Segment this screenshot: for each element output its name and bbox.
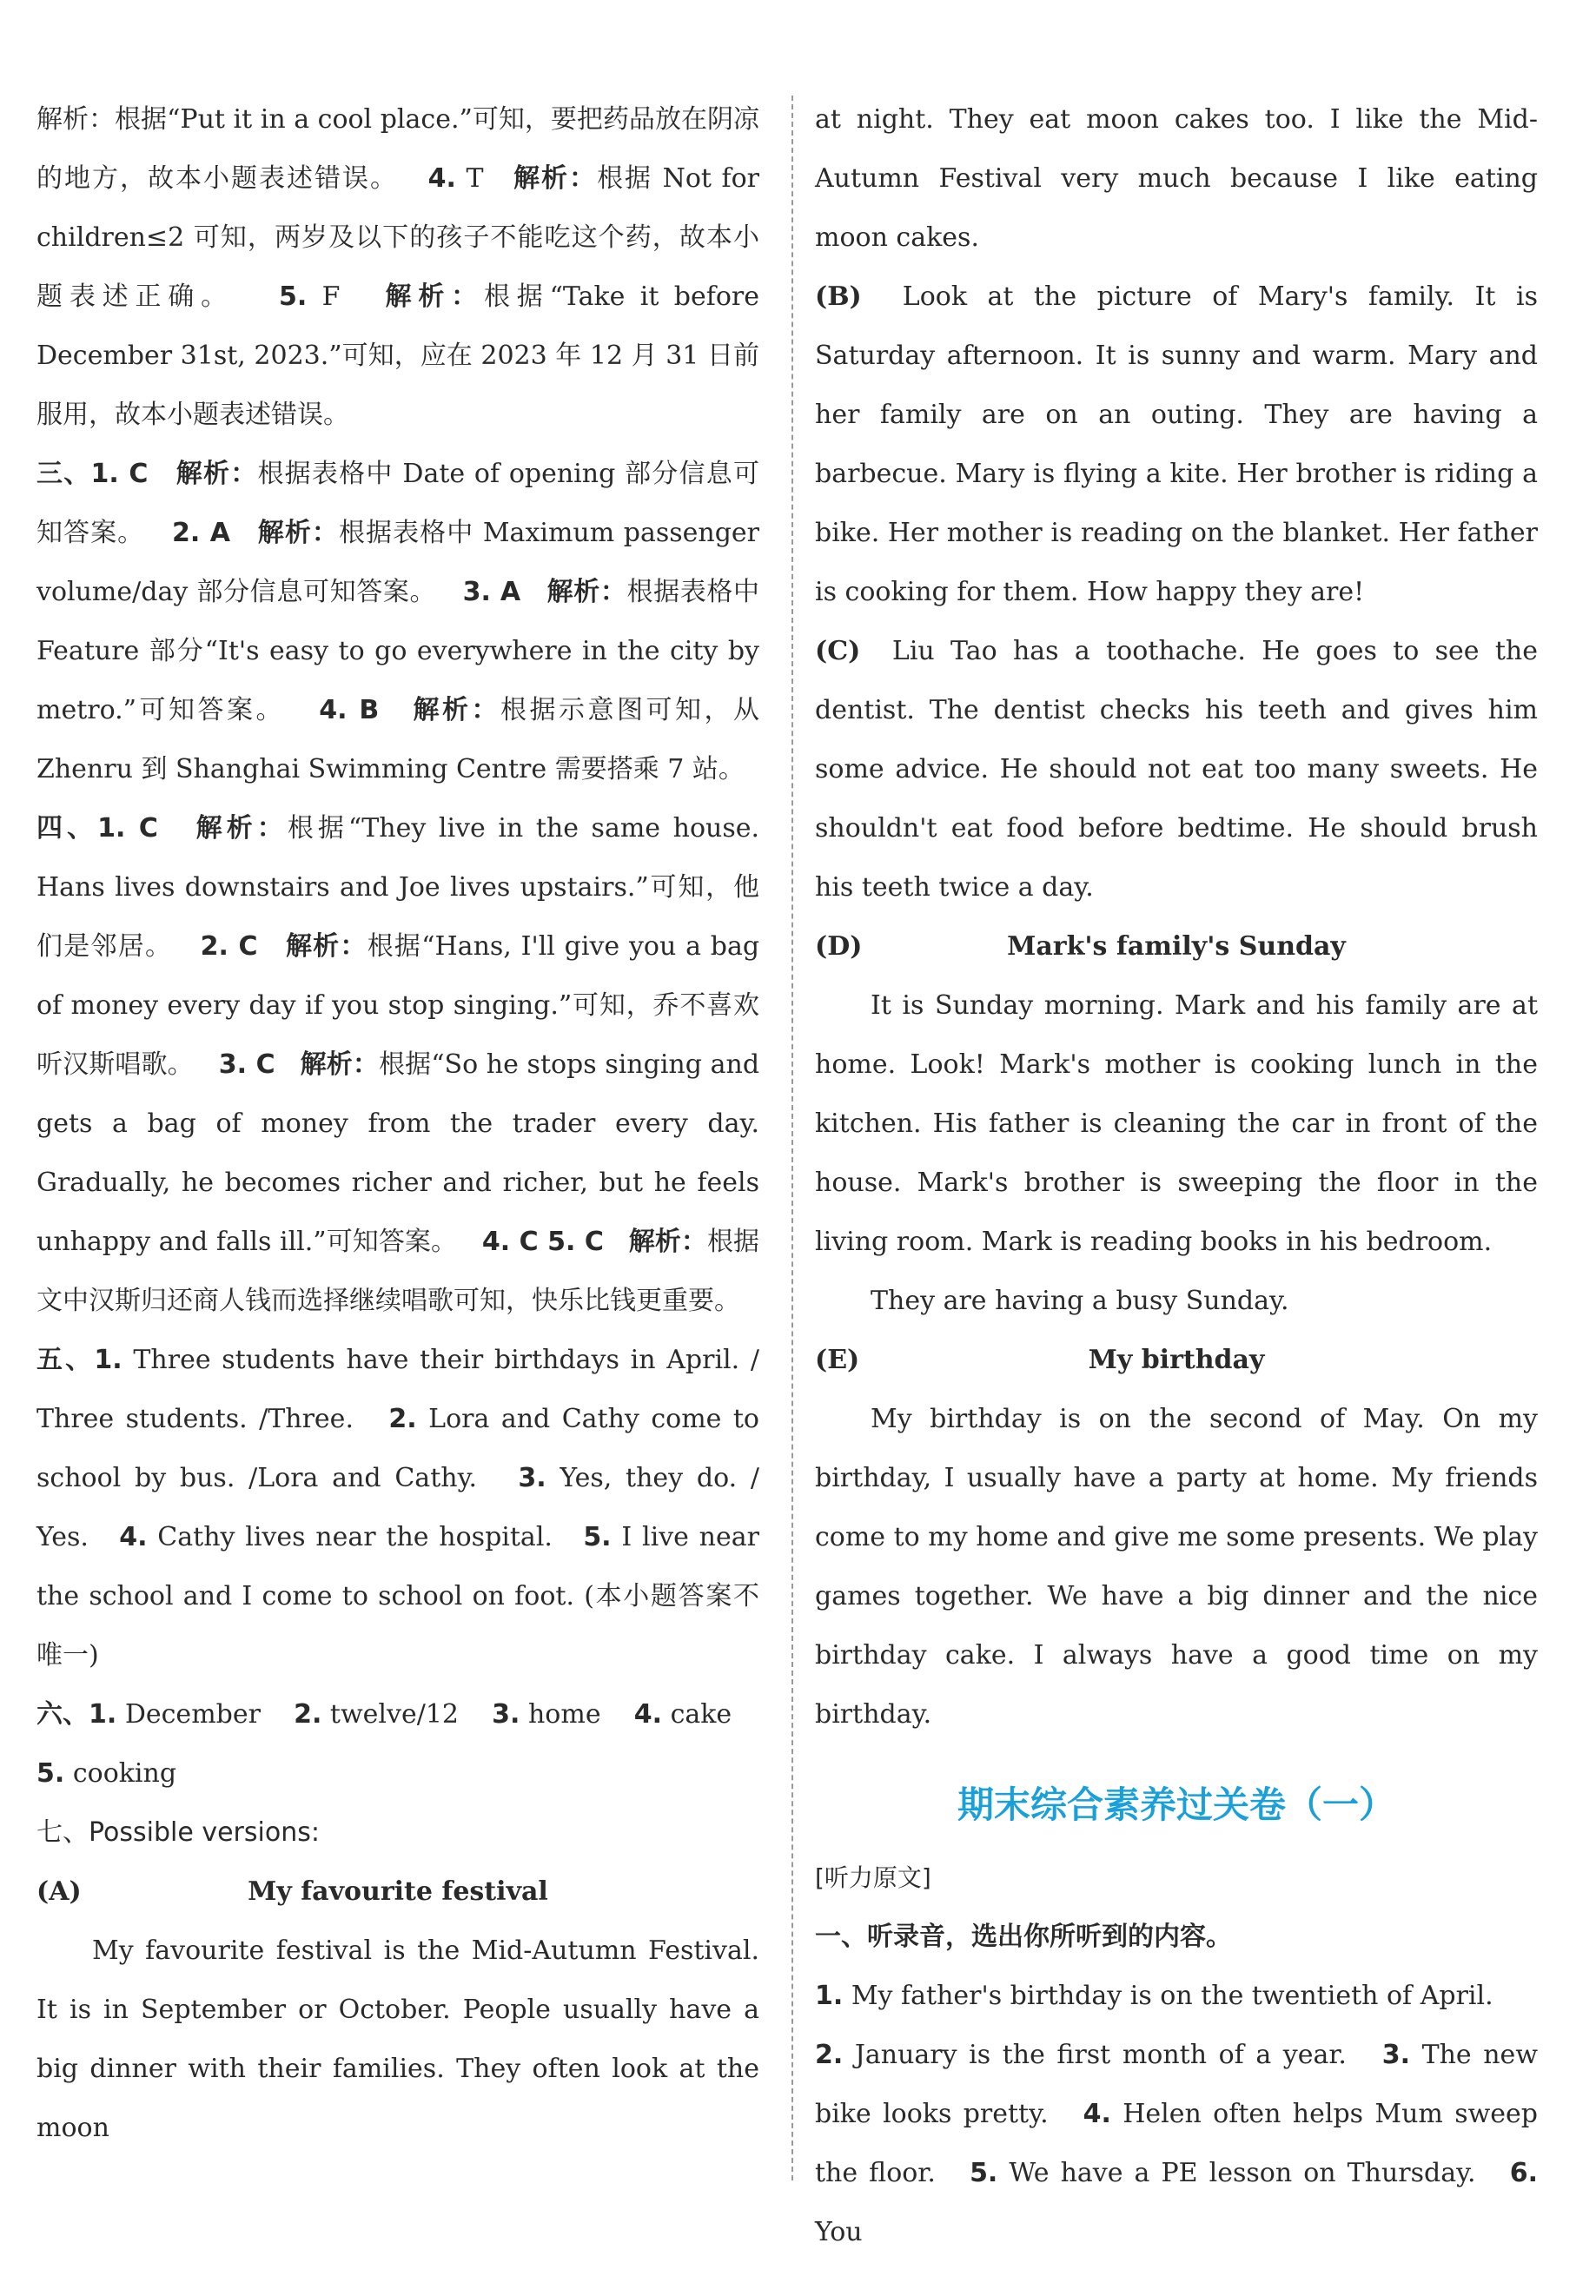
s4-q45-text: 根据文中汉斯归还商人钱而选择继续唱歌可知，快乐比钱更重要。 (36, 1227, 760, 1316)
s5-q1-text: Three students have their birthdays in April. / Three students. /Three. (36, 1345, 760, 1434)
s4-q3: 3. C (218, 1049, 275, 1080)
section-5-prefix: 五、 (36, 1345, 95, 1375)
passage-b-text: Look at the picture of Mary's family. It is Saturday afternoon. It is sunny and warm. Mary and her family are on an outing. They are having a barbecue. Mary is flying a kite. Her brother is riding a bike. Her mother is reading on the blanket. Her father is cooking for them. How happy they are! (815, 281, 1538, 607)
s4-q1-text: 根据“They live in the same house. Hans lives downstairs and Joe lives upstairs.”可知，他们是邻居。 (36, 813, 760, 962)
l-q2: 2. (815, 2040, 844, 2070)
s5-q3-text: Yes, they do. / Yes. (36, 1463, 759, 1552)
passage-d-text-1: It is Sunday morning. Mark and his family are at home. Look! Mark's mother is cooking lunch in the kitchen. His father is cleaning the car in front of the house. Mark's brother is sweeping the floor in the living room. Mark is reading books in his bedroom. (815, 990, 1538, 1257)
passage-a-text: My favourite festival is the Mid-Autumn Festival. It is in September or October. People usually have a big dinner with their families. They often look at the moon (36, 1935, 759, 2143)
l-t2: January is the first month of a year. (854, 2040, 1347, 2070)
s4-q45-label: 解析： (628, 1227, 707, 1257)
s6-q2: 2. (294, 1699, 322, 1730)
section-7-heading: 七、Possible versions: (36, 1817, 320, 1848)
s5-q3: 3. (518, 1463, 546, 1493)
passage-d-title: Mark's family's Sunday (1007, 931, 1346, 962)
passage-b-label: (B) (815, 281, 862, 312)
s5-q5: 5. (583, 1522, 612, 1552)
l-t3: The new bike looks pretty. (815, 2040, 1538, 2129)
q4-answer: T (466, 163, 484, 194)
s6-a1: December (124, 1699, 261, 1730)
section-4-prefix: 四、 (36, 813, 98, 844)
s5-q4: 4. (119, 1522, 148, 1552)
s4-q1-label: 解析： (195, 813, 288, 844)
l-t4: Helen often helps Mum sweep the floor. (815, 2099, 1538, 2188)
s3-q4: 4. B (319, 695, 380, 725)
s4-q3-text: 根据“So he stops singing and gets a bag of money from the trader every day. Gradually, he becomes richer and richer, but he feels unhappy and falls ill.”可知答案。 (36, 1049, 760, 1257)
right-column (815, 90, 1538, 2262)
paragraph-q3-q5 (36, 90, 759, 445)
s6-a3: home (527, 1699, 601, 1730)
q5-label: 解析： (385, 281, 484, 312)
l-t1: My father's birthday is on the twentieth of April. (851, 1981, 1493, 2011)
passage-e-header (815, 1331, 1538, 1390)
s4-q3-label: 解析： (300, 1049, 379, 1080)
section-6-answers (36, 1685, 759, 1803)
s4-q2-label: 解析： (285, 931, 368, 962)
q4-explanation: 根据 Not for children≤2 可知，两岁及以下的孩子不能吃这个药，故本小题表述正确。 (36, 163, 760, 312)
l-q6: 6. (1509, 2158, 1539, 2188)
l-q3: 3. (1381, 2040, 1410, 2070)
passage-c-text: Liu Tao has a toothache. He goes to see the dentist. The dentist checks his teeth and gives him some advice. He should not eat too many sweets. He shouldn't eat food before bedtime. He should brush his teeth twice a day. (815, 636, 1538, 903)
s6-q1: 1. (89, 1699, 117, 1730)
l-t6: You (815, 2217, 863, 2247)
listening-items (815, 1967, 1538, 2262)
s6-q5: 5. (36, 1758, 65, 1789)
s6-q4: 4. (633, 1699, 663, 1730)
s3-q1-text: 根据表格中 Date of opening 部分信息可知答案。 (36, 459, 759, 548)
s6-a2: twelve/12 (329, 1699, 459, 1730)
listening-label: [听力原文] (815, 1863, 931, 1892)
passage-a-continued: at night. They eat moon cakes too. I like the Mid-Autumn Festival very much because I like eating moon cakes. (815, 104, 1538, 253)
s6-a4: cake (670, 1699, 732, 1730)
s6-a5: cooking (72, 1758, 177, 1789)
listening-heading: 一、听录音，选出你所听到的内容。 (815, 1922, 1232, 1952)
q5-answer: F (321, 281, 341, 312)
passage-e-title: My birthday (1088, 1345, 1265, 1375)
passage-a-header (36, 1863, 759, 1922)
passage-b (815, 268, 1538, 622)
s4-q1: 1. C (97, 813, 158, 844)
passage-e-label: (E) (815, 1345, 860, 1375)
s3-q3-label: 解析： (546, 577, 627, 607)
s3-q2: 2. A (172, 518, 231, 548)
s3-q2-text: 根据表格中 Maximum passenger volume/day 部分信息可知答案。 (36, 518, 760, 607)
exam-section-title: 期末综合素养过关卷（一） (957, 1783, 1395, 1826)
s3-q3: 3. A (462, 577, 521, 607)
passage-d-label: (D) (815, 931, 863, 962)
column-divider (791, 96, 793, 2180)
s3-q4-text: 根据示意图可知，从 Zhenru 到 Shanghai Swimming Centre 需要搭乘 7 站。 (36, 695, 760, 784)
s3-q1: 1. C (90, 459, 149, 489)
s3-q4-label: 解析： (413, 695, 500, 725)
q5-explanation: 根据“Take it before December 31st, 2023.”可知，应在 2023 年 12 月 31 日前服用，故本小题表述错误。 (36, 281, 759, 430)
passage-d-text-2: They are having a busy Sunday. (871, 1286, 1289, 1316)
section-6-prefix: 六、 (36, 1699, 89, 1730)
s5-q5-text: I live near the school and I come to school on foot. (本小题答案不唯一) (36, 1522, 759, 1671)
q4-label: 解析： (513, 163, 598, 194)
q4-number: 4. (427, 163, 456, 194)
passage-c (815, 622, 1538, 917)
s5-q1: 1. (94, 1345, 123, 1375)
section-4-answers (36, 799, 759, 1331)
section-3-answers (36, 445, 759, 799)
s5-q2: 2. (388, 1404, 417, 1434)
q3-explanation: 解析：根据“Put it in a cool place.”可知，要把药品放在阴凉的地方，故本小题表述错误。 (36, 104, 759, 194)
l-q1: 1. (815, 1981, 844, 2011)
passage-a-label: (A) (36, 1876, 82, 1907)
passage-c-label: (C) (815, 636, 861, 666)
s4-q4-q5: 4. C 5. C (481, 1227, 604, 1257)
s6-q3: 3. (492, 1699, 520, 1730)
passage-d-header (815, 917, 1538, 976)
passage-e-text: My birthday is on the second of May. On my birthday, I usually have a party at home. My friends come to my home and give me some presents. We play games together. We have a big dinner and the nice birthday cake. I always have a good time on my birthday. (815, 1404, 1538, 1730)
l-q4: 4. (1083, 2099, 1111, 2129)
passage-a-title: My favourite festival (248, 1876, 548, 1907)
s4-q2: 2. C (200, 931, 258, 962)
s5-q2-text: Lora and Cathy come to school by bus. /Lora and Cathy. (36, 1404, 759, 1493)
l-q5: 5. (970, 2158, 998, 2188)
l-t5: We have a PE lesson on Thursday. (1009, 2158, 1476, 2188)
s3-q2-label: 解析： (257, 518, 339, 548)
q5-number: 5. (278, 281, 308, 312)
section-5-answers (36, 1331, 759, 1685)
s5-q4-text: Cathy lives near the hospital. (157, 1522, 553, 1552)
s3-q1-label: 解析： (175, 459, 258, 489)
section-3-prefix: 三、 (36, 459, 91, 489)
left-column (36, 90, 759, 2158)
s3-q3-text: 根据表格中 Feature 部分“It's easy to go everywhere in the city by metro.”可知答案。 (36, 577, 760, 725)
s4-q2-text: 根据“Hans, I'll give you a bag of money every day if you stop singing.”可知，乔不喜欢听汉斯唱歌。 (36, 931, 760, 1080)
